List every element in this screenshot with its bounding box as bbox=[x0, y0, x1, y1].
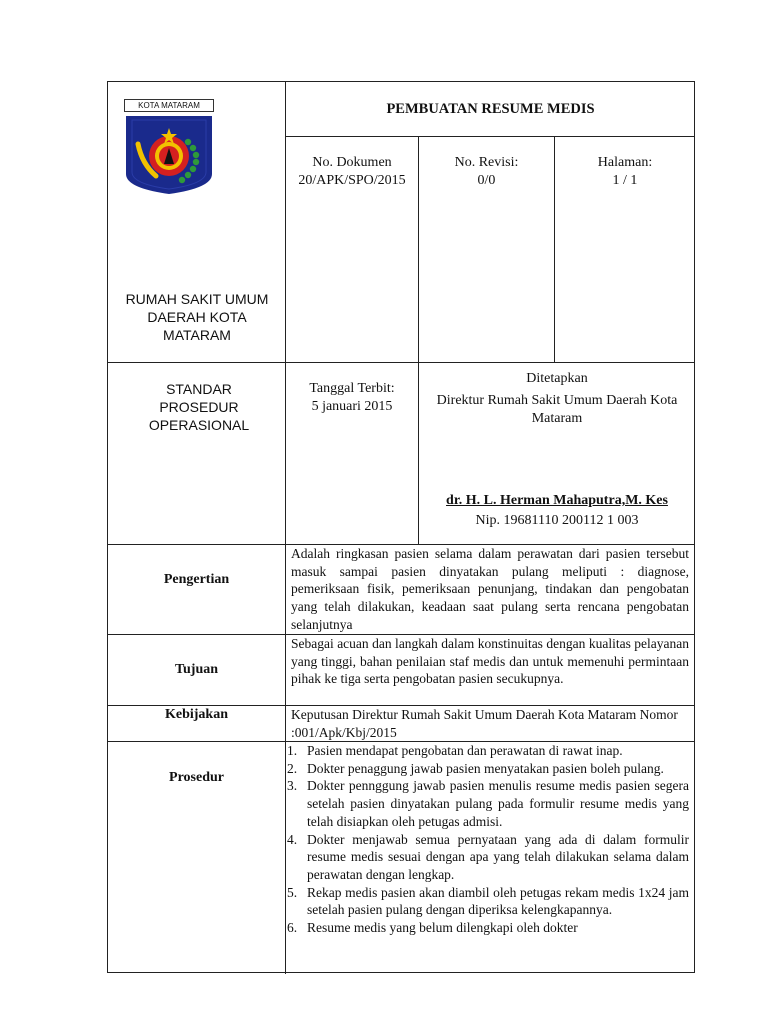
doc-number bbox=[286, 154, 418, 190]
pengertian-label: Pengertian bbox=[163, 572, 230, 587]
prosedur-label: Prosedur bbox=[169, 770, 224, 785]
divider bbox=[285, 82, 286, 544]
city-logo bbox=[124, 99, 214, 196]
list-item bbox=[287, 831, 689, 884]
page-label: Halaman: bbox=[597, 155, 653, 170]
issue-label: Tanggal Terbit: bbox=[309, 381, 395, 396]
prosedur-list bbox=[287, 742, 689, 973]
page-value: 1 / 1 bbox=[612, 173, 638, 188]
kebijakan-label: Kebijakan bbox=[164, 707, 228, 722]
revision-value: 0/0 bbox=[477, 173, 496, 188]
issue-date: 5 januari 2015 bbox=[311, 399, 393, 414]
list-item-text: Dokter penaggung jawab pasien menyatakan pasien boleh pulang. bbox=[307, 760, 664, 776]
hospital-name: RUMAH SAKIT UMUM DAERAH KOTA MATARAM bbox=[125, 291, 269, 343]
list-item-number: 1. bbox=[287, 743, 298, 758]
list-item-text: Resume medis yang belum dilengkapi oleh dokter bbox=[307, 920, 578, 936]
established-label: Ditetapkan bbox=[526, 371, 588, 386]
page-title: PEMBUATAN RESUME MEDIS bbox=[386, 101, 595, 117]
list-item bbox=[287, 742, 689, 760]
list-item-number: 5. bbox=[287, 884, 298, 900]
revision-label: No. Revisi: bbox=[454, 155, 519, 170]
list-item-text: Dokter menjawab semua pernyataan yang ada di dalam formulir resume medis sesuai dengan apa yang telah dilakukan selama dalam perawatan dengan lengkap. bbox=[307, 831, 689, 882]
signature-block bbox=[419, 492, 695, 530]
doc-number-label: No. Dokumen bbox=[312, 155, 392, 170]
prosedur-items bbox=[287, 742, 689, 937]
logo-caption: KOTA MATARAM bbox=[124, 99, 214, 112]
list-item-number: 6. bbox=[287, 920, 298, 936]
director-title: Direktur Rumah Sakit Umum Daerah Kota Mataram bbox=[436, 393, 678, 426]
kebijakan-text: Keputusan Direktur Rumah Sakit Umum Daerah Kota Mataram Nomor :001/Apk/Kbj/2015 bbox=[291, 707, 678, 740]
list-item-number: 4. bbox=[287, 831, 298, 847]
divider bbox=[108, 362, 695, 363]
doc-number-value: 20/APK/SPO/2015 bbox=[298, 173, 406, 188]
sop-label: STANDAR PROSEDUR OPERASIONAL bbox=[148, 381, 250, 433]
list-item-text: Pasien mendapat pengobatan dan perawatan di rawat inap. bbox=[307, 743, 623, 758]
tujuan-text: Sebagai acuan dan langkah dalam konstinuitas dengan kualitas pelayanan yang tinggi, bahan penilaian staf medis dan untuk memenuhi permintaan pihak ke tiga serta pengobatan pasien secukupnya. bbox=[291, 636, 689, 687]
list-item-text: Dokter pennggung jawab pasien menulis resume medis pasien segera setelah pasien dinyatakan pulang pada formulir resume medis yang telah disiapkan oleh petugas admisi. bbox=[307, 778, 689, 829]
list-item bbox=[287, 919, 689, 937]
divider bbox=[285, 544, 286, 974]
city-logo-icon bbox=[124, 114, 214, 196]
list-item-number: 3. bbox=[287, 778, 298, 794]
sop-document bbox=[107, 81, 695, 973]
divider bbox=[285, 136, 695, 137]
list-item bbox=[287, 884, 689, 919]
page-number bbox=[555, 154, 695, 190]
revision bbox=[419, 154, 554, 190]
signer-nip: Nip. 19681110 200112 1 003 bbox=[475, 513, 639, 528]
list-item bbox=[287, 760, 689, 778]
list-item-text: Rekap medis pasien akan diambil oleh petugas rekam medis 1x24 jam setelah pasien pulang dengan diperiksa kelengkapannya. bbox=[307, 884, 689, 918]
list-item-number: 2. bbox=[287, 760, 298, 776]
list-item bbox=[287, 777, 689, 830]
pengertian-text: Adalah ringkasan pasien selama dalam perawatan dari pasien tersebut masuk sampai pasien dinyatakan pulang meliputi : diagnose, pemeriksaan fisik, pemeriksaan penunjang, tindakan dan pengobatan yang telah dilakukan, keadaan saat pulang serta rencana pengobatan selanjutnya bbox=[291, 546, 689, 632]
tujuan-label: Tujuan bbox=[174, 662, 219, 677]
established-block bbox=[419, 370, 695, 428]
signer-name: dr. H. L. Herman Mahaputra,M. Kes bbox=[446, 493, 668, 508]
issue-date-block bbox=[286, 380, 418, 416]
